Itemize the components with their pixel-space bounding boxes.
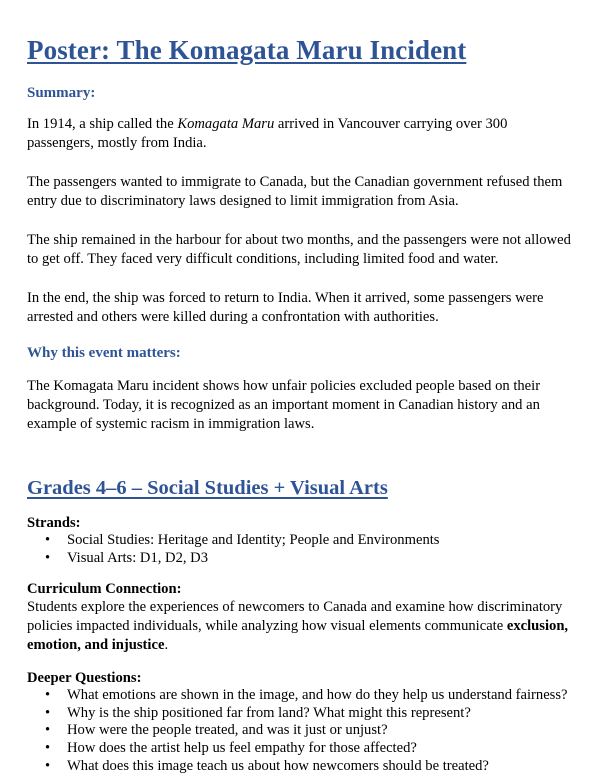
summary-paragraph-4: In the end, the ship was forced to return to India. When it arrived, some passengers were arrested and others were killed during a confrontation with authorities. xyxy=(27,290,544,325)
curriculum-bold-text: exclusion, emotion, and injustice xyxy=(27,618,569,654)
page-title: Poster: The Komagata Maru Incident xyxy=(27,35,467,65)
list-item: • How does the artist help us feel empathy for those affected? xyxy=(67,740,574,758)
curriculum-label: Curriculum Connection: xyxy=(27,581,182,598)
summary-heading: Summary: xyxy=(27,85,96,101)
summary-p1-after: arrived in Vancouver carrying over 300 passengers, mostly from India. xyxy=(27,116,508,151)
list-item: • Why is the ship positioned far from land? What might this represent? xyxy=(67,705,574,723)
ship-name-italic: Komagata Maru xyxy=(177,116,275,132)
summary-paragraph-2: The passengers wanted to immigrate to Canada, but the Canadian government refused them entry due to discriminatory laws designed to limit immigration from Asia. xyxy=(27,174,563,209)
list-item: • How were the people treated, and was it just or unjust? xyxy=(67,722,574,740)
why-paragraph: The Komagata Maru incident shows how unfair policies excluded people based on their background. Today, it is recognized as an important moment in Canadian history and an example of systemic racism in immigration laws. xyxy=(27,378,541,432)
strands-list xyxy=(27,532,574,567)
list-item: • Social Studies: Heritage and Identity; People and Environments xyxy=(67,532,574,550)
summary-paragraph-3: The ship remained in the harbour for about two months, and the passengers were not allowed to get off. They faced very difficult conditions, including limited food and water. xyxy=(27,232,571,267)
strands-label: Strands: xyxy=(27,515,81,531)
list-item: • What does this image teach us about how newcomers should be treated? xyxy=(67,758,574,775)
questions-label: Deeper Questions: xyxy=(27,670,142,687)
summary-paragraph-1 xyxy=(27,115,574,153)
curriculum-end: . xyxy=(164,637,169,654)
curriculum-text: Students explore the experiences of newcomers to Canada and examine how discriminatory policies impacted individuals, while analyzing how visual elements communicate xyxy=(27,599,563,635)
list-item: • What emotions are shown in the image, and how do they help us understand fairness? xyxy=(67,687,574,705)
curriculum-paragraph xyxy=(27,598,574,655)
why-heading: Why this event matters: xyxy=(27,345,181,361)
summary-p1-before: In 1914, a ship called the xyxy=(27,116,178,132)
grades-section-title: Grades 4–6 – Social Studies + Visual Arts xyxy=(27,477,388,499)
questions-list xyxy=(27,687,574,775)
list-item: • Visual Arts: D1, D2, D3 xyxy=(67,550,574,568)
